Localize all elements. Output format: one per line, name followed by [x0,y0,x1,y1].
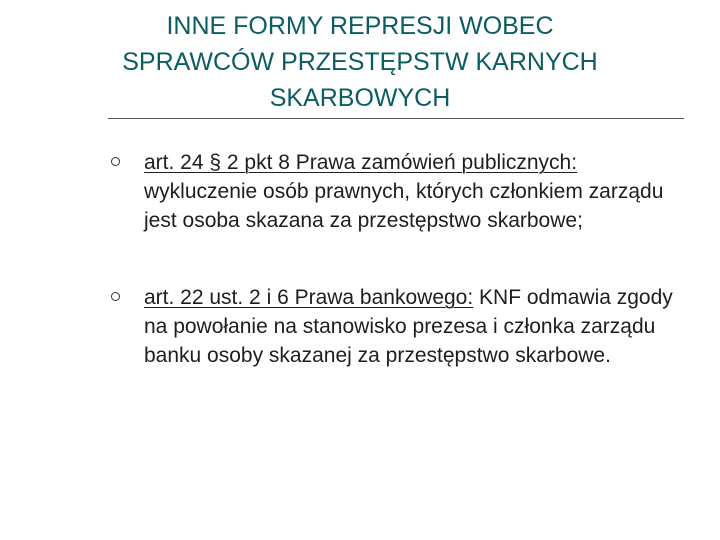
slide-title-line-1: INNE FORMY REPRESJI WOBEC [166,12,554,40]
hollow-circle-bullet-icon [111,157,120,166]
hollow-circle-bullet-icon [111,292,120,301]
bullet-reference-banking-law: art. 22 ust. 2 i 6 Prawa bankowego: [144,286,474,309]
slide-title-line-2: SPRAWCÓW PRZESTĘPSTW KARNYCH [122,48,598,76]
bullet-text-public-procurement: wykluczenie osób prawnych, których członkiem zarządu jest osoba skazana za przestępstwo skarbowe; [144,151,670,232]
bullet-reference-public-procurement: art. 24 § 2 pkt 8 Prawa zamówień publicznych: [144,151,578,174]
bullet-list [108,148,698,370]
slide-title [60,8,660,116]
bullet-text-banking-law: KNF odmawia zgody na powołanie na stanowisko prezesa i członka zarządu banku osoby skazanej za przestępstwo skarbowe. [144,286,679,367]
bullet-item-public-procurement [108,148,698,235]
bullet-item-banking-law [108,283,698,370]
slide-title-line-3: SKARBOWYCH [269,84,451,112]
title-divider [108,118,684,119]
